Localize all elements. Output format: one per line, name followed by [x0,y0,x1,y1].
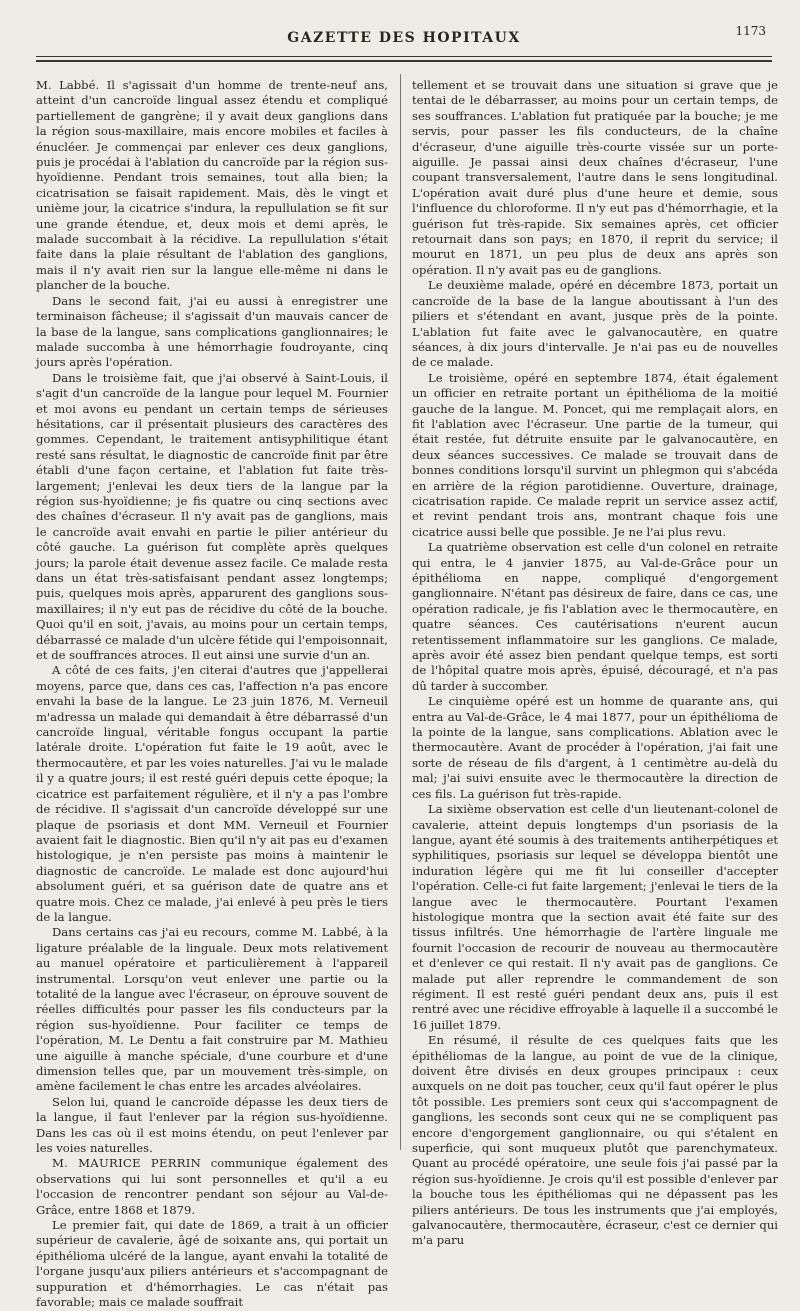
paragraph: La sixième observation est celle d'un lieutenant-colonel de cavalerie, atteint depuis longtemps d'un psoriasis de la langue, ayant été soumis à des traitements antiherpétiques et syphilitiques, psoriasis sur lequel se développa bientôt une induration légère qui me fit lui conseiller d'accepter l'opération. Celle-ci fut faite largement; j'enlevai le tiers de la langue avec le thermocautère. Pourtant l'examen histologique montra que la section avait été faite sur des tissus infiltrés. Une hémorrhagie de l'artère linguale me fournit l'occasion de recourir de nouveau au thermocautère et d'enlever ce qui restait. Il n'y avait pas de ganglions. Ce malade put aller reprendre le commandement de son régiment. Il est resté guéri pendant deux ans, puis il est rentré avec une récidive effroyable à laquelle il a succombé le 16 juillet 1879. [412,802,778,1032]
header-rule-thick [36,60,772,62]
paragraph: Selon lui, quand le cancroïde dépasse les deux tiers de la langue, il faut l'enlever par la région sus-hyoïdienne. Dans les cas où il est moins étendu, on peut l'enlever par les voies naturelles. [36,1094,388,1156]
paragraph: M. Labbé. Il s'agissait d'un homme de trente-neuf ans, atteint d'un cancroïde lingual assez étendu et compliqué partiellement de gangrène; il y avait deux ganglions dans la région sous-maxillaire, mais encore mobiles et faciles à énucléer. Je commençai par enlever ces deux ganglions, puis je procédai à l'ablation du cancroïde par la région sus-hyoïdienne. Pendant trois semaines, tout alla bien; la cicatrisation se faisait rapidement. Mais, dès le vingt et unième jour, la cicatrice s'indura, la repullulation se fit sur une grande étendue, et, deux mois et demi après, le malade succombait à la récidive. La repullulation s'était faite dans la plaie résultant de l'ablation des ganglions, mais il n'y avait rien sur la langue elle-même ni dans le plancher de la bouche. [36,78,388,293]
paragraph: Dans le second fait, j'ai eu aussi à enregistrer une terminaison fâcheuse; il s'agissait d'un mauvais cancer de la base de la langue, sans complications ganglionnaires; le malade succomba à une hémorrhagie foudroyante, cinq jours après l'opération. [36,293,388,370]
paragraph: Dans certains cas j'ai eu recours, comme M. Labbé, à la ligature préalable de la linguale. Deux mots relativement au manuel opératoire et particulièrement à l'appareil instrumental. Lorsqu'on veut enlever une partie ou la totalité de la langue avec l'écraseur, on éprouve souvent de réelles difficultés pour passer les fils conducteurs par la région sus-hyoïdienne. Pour faciliter ce temps de l'opération, M. Le Dentu a fait construire par M. Mathieu une aiguille à manche spéciale, d'une courbure et d'une dimension telles que, par un mouvement très-simple, on amène facilement le chas entre les arcades alvéolaires. [36,925,388,1094]
paragraph: Dans le troisième fait, que j'ai observé à Saint-Louis, il s'agit d'un cancroïde de la langue pour lequel M. Fournier et moi avons eu pendant un certain temps de sérieuses hésitations, car il présentait plusieurs des caractères des gommes. Cependant, le traitement antisyphilitique étant resté sans résultat, le diagnostic de cancroïde finit par être établi d'une façon certaine, et l'ablation fut faite très-largement; j'enlevai les deux tiers de la langue par la région sus-hyoïdienne; je fis quatre ou cinq sections avec des chaînes d'écraseur. Il n'y avait pas de ganglions, mais le cancroïde avait envahi en partie le pilier antérieur du côté gauche. La guérison fut complète après quelques jours; la parole était devenue assez facile. Ce malade resta dans un état très-satisfaisant pendant assez longtemps; puis, quelques mois après, apparurent des ganglions sous-maxillaires; il n'y eut pas de récidive du côté de la bouche. Quoi qu'il en soit, j'avais, au moins pour un certain temps, débarrassé ce malade d'un ulcère fétide qui l'empoisonnait, et de souffrances atroces. Il eut ainsi une survie d'un an. [36,370,388,663]
paragraph: Le cinquième opéré est un homme de quarante ans, qui entra au Val-de-Grâce, le 4 mai 1877, pour un épithélioma de la pointe de la langue, sans complications. Ablation avec le thermocautère. Avant de procéder à l'opération, j'ai fait une sorte de réseau de fils d'argent, à 1 centimètre au-delà du mal; j'ai suivi ensuite avec le thermocautère la direction de ces fils. La guérison fut très-rapide. [412,694,778,801]
paragraph: La quatrième observation est celle d'un colonel en retraite qui entra, le 4 janvier 1875, au Val-de-Grâce pour un épithélioma en nappe, compliqué d'engorgement ganglionnaire. N'étant pas désireux de faire, dans ce cas, une opération radicale, je fis l'ablation avec le thermocautère, en quatre séances. Ces cautérisations n'eurent aucun retentissement inflammatoire sur les ganglions. Ce malade, après avoir été assez bien pendant quelque temps, est sorti de l'hôpital quatre mois après, épuisé, découragé, et n'a pas dû tarder à succomber. [412,540,778,693]
header-rule-thin [36,56,772,57]
paragraph: tellement et se trouvait dans une situation si grave que je tentai de le débarrasser, au moins pour un certain temps, de ses souffrances. L'ablation fut pratiquée par la bouche; je me servis, pour passer les fils conducteurs, de la chaîne d'écraseur, d'une aiguille très-courte vissée sur un porte-aiguille. Je passai ainsi deux chaînes d'écraseur, l'une coupant transversalement, l'autre dans le sens longitudinal. L'opération avait duré plus d'une heure et demie, sous l'influence du chloroforme. Il n'y eut pas d'hémorrhagie, et la guérison fut très-rapide. Six semaines après, cet officier retournait dans son pays; en 1870, il reprit du service; il mourut en 1871, un peu plus de deux ans après son opération. Il n'y avait pas eu de ganglions. [412,78,778,277]
left-column [36,78,388,1310]
paragraph: Le deuxième malade, opéré en décembre 1873, portait un cancroïde de la base de la langue aboutissant à l'un des piliers et s'étendant en avant, jusque près de la pointe. L'ablation fut faite avec le galvanocautère, en quatre séances, à dix jours d'intervalle. Je n'ai pas eu de nouvelles de ce malade. [412,278,778,370]
page-header [36,22,772,74]
paragraph: Le troisième, opéré en septembre 1874, était également un officier en retraite portant un épithélioma de la moitié gauche de la langue. M. Poncet, qui me remplaçait alors, en fit l'ablation avec l'écraseur. Une partie de la tumeur, qui était restée, fut détruite ensuite par le galvanocautère, en deux séances successives. Ce malade se trouvait dans de bonnes conditions lorsqu'il survint un phlegmon qui s'abcéda en arrière de la région parotidienne. Ouverture, drainage, cicatrisation rapide. Ce malade reprit un service assez actif, et revint pendant trois ans, montrant chaque fois une cicatrice aussi belle que possible. Je ne l'ai plus revu. [412,370,778,539]
paragraph: Le premier fait, qui date de 1869, a trait à un officier supérieur de cavalerie, âgé de soixante ans, qui portait un épithélioma ulcéré de la langue, ayant envahi la totalité de l'organe jusqu'aux piliers antérieurs et s'accompagnant de suppuration et d'hémorrhagies. Le cas n'était pas favorable; mais ce malade souffrait [36,1218,388,1310]
paragraph [36,1156,388,1218]
paragraph: En résumé, il résulte de ces quelques faits que les épithéliomas de la langue, au point de vue de la clinique, doivent être divisés en deux groupes principaux : ceux auxquels on ne doit pas toucher, ceux qu'il faut opérer le plus tôt possible. Les premiers sont ceux qui s'accompagnent de ganglions, les seconds sont ceux qui ne se compliquent pas encore d'engorgement ganglionnaire, ou qui s'étalent en superficie, qui sont muqueux plutôt que parenchymateux. Quant au procédé opératoire, une seule fois j'ai passé par la région sus-hyoïdienne. Je crois qu'il est possible d'enlever par la bouche tous les épithéliomas qui ne dépassent pas les piliers antérieurs. De tous les instruments que j'ai employés, galvanocautère, thermocautère, écraseur, c'est ce dernier qui m'a paru [412,1033,778,1248]
page-number: 1173 [735,24,766,38]
running-title: GAZETTE DES HOPITAUX [287,30,521,46]
right-column [412,78,778,1248]
paragraph: A côté de ces faits, j'en citerai d'autres que j'appellerai moyens, parce que, dans ces cas, l'affection n'a pas encore envahi la base de la langue. Le 23 juin 1876, M. Verneuil m'adressa un malade qui demandait à être débarrassé d'un cancroïde lingual, véritable fongus occupant la partie latérale droite. L'opération fut faite le 19 août, avec le thermocautère, et par les voies naturelles. J'ai vu le malade il y a quatre jours; il est resté guéri depuis cette époque; la cicatrice est parfaitement régulière, et il n'y a pas l'ombre de récidive. Il s'agissait d'un cancroïde développé sur une plaque de psoriasis et dont MM. Verneuil et Fournier avaient fait le diagnostic. Bien qu'il n'y ait pas eu d'examen histologique, je n'en persiste pas moins à maintenir le diagnostic de cancroïde. Le malade est donc aujourd'hui absolument guéri, et sa guérison date de quatre ans et quatre mois. Chez ce malade, j'ai enlevé à peu près le tiers de la langue. [36,663,388,924]
paragraph-text: communique également des observations qui lui sont personnelles et qu'il a eu l'occasion de rencontrer pendant son séjour au Val-de-Grâce, entre 1868 et 1879. [36,1156,388,1217]
column-divider [400,74,401,1150]
speaker-name: M. MAURICE PERRIN [52,1156,202,1171]
